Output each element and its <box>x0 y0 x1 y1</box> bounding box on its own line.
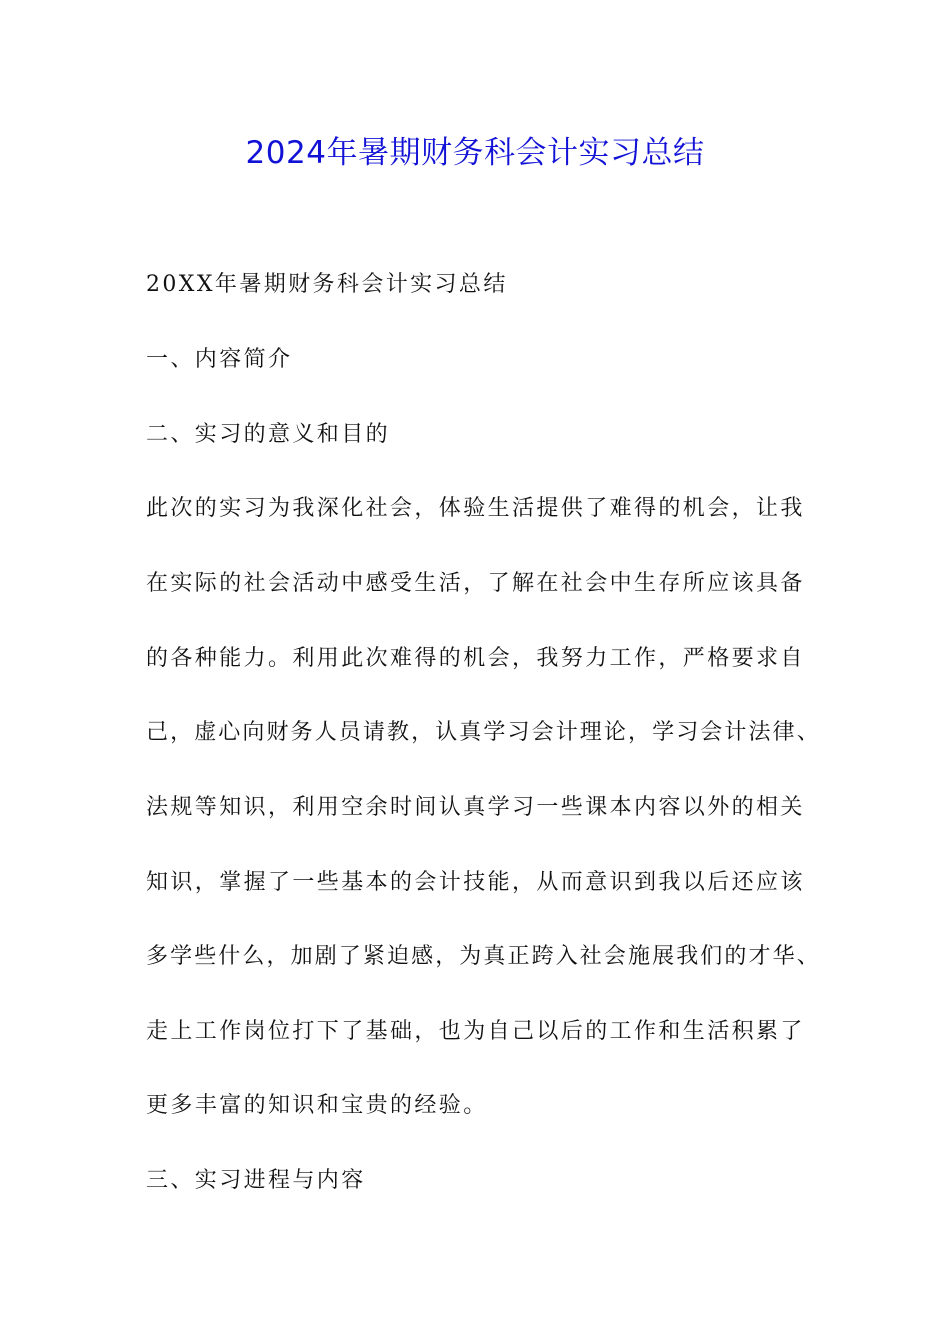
paragraph-line: 多学些什么，加剧了紧迫感，为真正跨入社会施展我们的才华、 <box>146 944 821 969</box>
paragraph-line: 更多丰富的知识和宝贵的经验。 <box>146 1093 488 1118</box>
section-heading-3: 三、实习进程与内容 <box>146 1168 366 1193</box>
section-heading-2: 二、实习的意义和目的 <box>146 422 391 447</box>
paragraph-line: 在实际的社会活动中感受生活，了解在社会中生存所应该具备 <box>146 571 805 596</box>
paragraph-line: 的各种能力。利用此次难得的机会，我努力工作，严格要求自 <box>146 646 805 671</box>
paragraph-line: 知识，掌握了一些基本的会计技能，从而意识到我以后还应该 <box>146 870 805 895</box>
paragraph-line: 法规等知识，利用空余时间认真学习一些课本内容以外的相关 <box>146 795 805 820</box>
section-heading-1: 一、内容简介 <box>146 347 293 372</box>
paragraph-line: 此次的实习为我深化社会，体验生活提供了难得的机会，让我 <box>146 496 805 521</box>
paragraph-line: 走上工作岗位打下了基础，也为自己以后的工作和生活积累了 <box>146 1019 805 1044</box>
document-title: 2024年暑期财务科会计实习总结 <box>245 135 705 171</box>
document-subtitle: 20XX年暑期财务科会计实习总结 <box>146 272 508 297</box>
paragraph-line: 己，虚心向财务人员请教，认真学习会计理论，学习会计法律、 <box>146 720 821 745</box>
